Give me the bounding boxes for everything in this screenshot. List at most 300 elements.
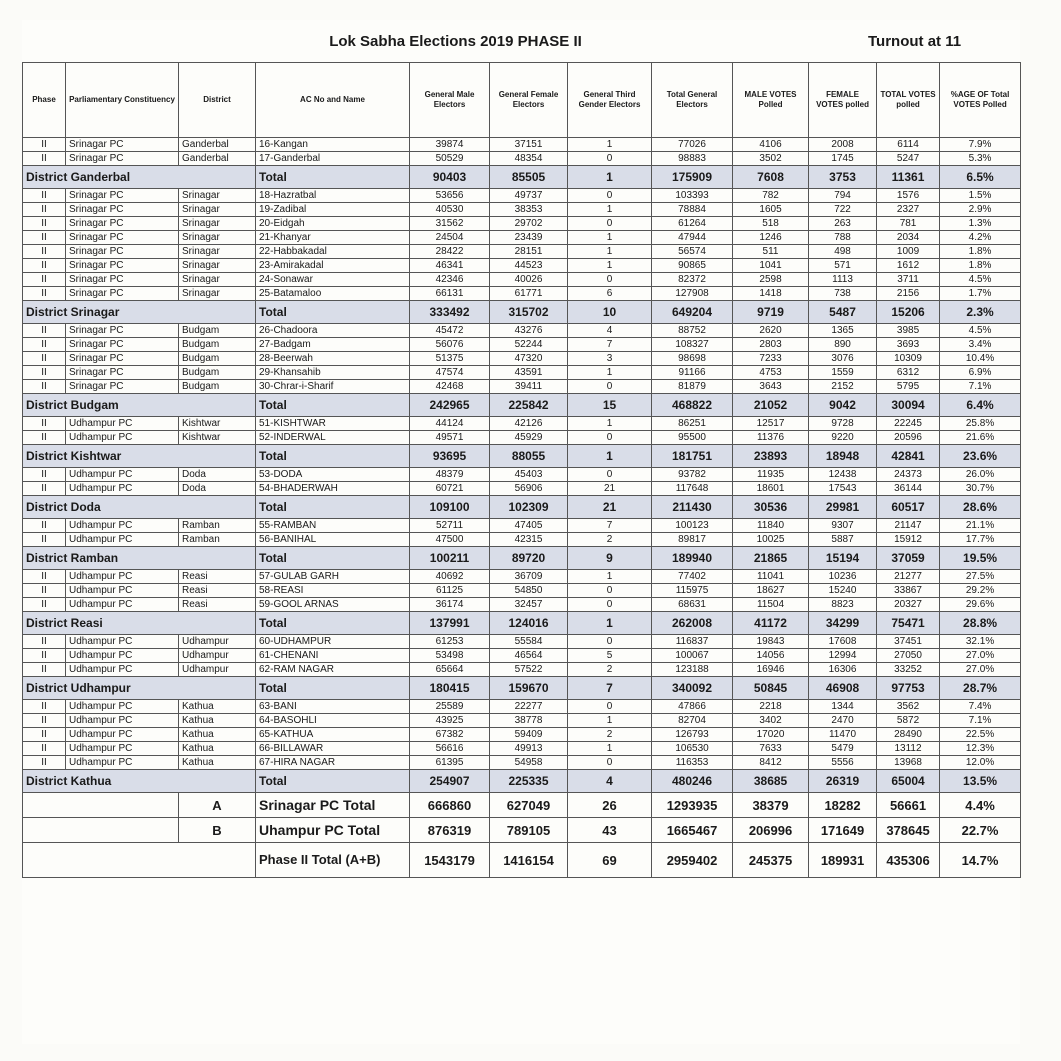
table-cell: 1344 (809, 700, 877, 714)
table-cell: 0 (568, 598, 652, 612)
table-cell: 5887 (809, 533, 877, 547)
table-row (23, 245, 1021, 259)
table-cell: 77026 (652, 138, 733, 152)
phase-cell: II (23, 431, 66, 445)
table-cell: Kathua (179, 728, 256, 742)
table-cell: 1 (568, 203, 652, 217)
table-cell: 17.7% (940, 533, 1021, 547)
table-row (23, 533, 1021, 547)
table-cell: 32457 (490, 598, 568, 612)
table-cell: 1576 (877, 189, 940, 203)
table-cell: 117648 (652, 482, 733, 496)
table-row (23, 259, 1021, 273)
table-cell: 38778 (490, 714, 568, 728)
table-cell: 40530 (410, 203, 490, 217)
table-cell: 116353 (652, 756, 733, 770)
table-cell: Srinagar PC (66, 273, 179, 287)
table-cell: 56574 (652, 245, 733, 259)
phase-cell: II (23, 189, 66, 203)
table-cell: 95500 (652, 431, 733, 445)
table-cell: 4106 (733, 138, 809, 152)
table-cell: 2598 (733, 273, 809, 287)
total-label: Total (256, 612, 410, 635)
table-cell: 17-Ganderbal (256, 152, 410, 166)
district-total-row (23, 445, 1021, 468)
table-cell: 59-GOOL ARNAS (256, 598, 410, 612)
table-cell: 1.7% (940, 287, 1021, 301)
total-value: 225335 (490, 770, 568, 793)
pc-total-value: 171649 (809, 818, 877, 843)
total-value: 15194 (809, 547, 877, 570)
table-cell: 108327 (652, 338, 733, 352)
table-cell: 60721 (410, 482, 490, 496)
table-cell: Srinagar PC (66, 138, 179, 152)
blank-cell (23, 793, 179, 818)
table-cell: 93782 (652, 468, 733, 482)
table-cell: 11041 (733, 570, 809, 584)
table-row (23, 380, 1021, 394)
pc-total-value: 876319 (410, 818, 490, 843)
table-cell: Kathua (179, 714, 256, 728)
total-value: 6.5% (940, 166, 1021, 189)
table-cell: 4 (568, 324, 652, 338)
phase-cell: II (23, 352, 66, 366)
total-value: 28.7% (940, 677, 1021, 700)
table-cell: 66-BILLAWAR (256, 742, 410, 756)
total-value: 60517 (877, 496, 940, 519)
table-cell: 20596 (877, 431, 940, 445)
table-cell: Srinagar PC (66, 245, 179, 259)
phase-total-value: 69 (568, 843, 652, 878)
table-row (23, 287, 1021, 301)
phase-cell: II (23, 714, 66, 728)
table-cell: 61771 (490, 287, 568, 301)
table-cell: Udhampur PC (66, 756, 179, 770)
table-cell: 29702 (490, 217, 568, 231)
table-cell: Udhampur PC (66, 584, 179, 598)
title-spacer (23, 20, 179, 63)
total-label: Total (256, 301, 410, 324)
district-total-row (23, 612, 1021, 635)
total-label: Total (256, 770, 410, 793)
table-cell: Srinagar (179, 217, 256, 231)
phase-cell: II (23, 380, 66, 394)
blank-cell (23, 818, 179, 843)
total-value: 93695 (410, 445, 490, 468)
table-cell: 263 (809, 217, 877, 231)
table-cell: Srinagar (179, 189, 256, 203)
table-cell: 21.6% (940, 431, 1021, 445)
table-cell: 56-BANIHAL (256, 533, 410, 547)
table-cell: 0 (568, 756, 652, 770)
table-cell: 2.9% (940, 203, 1021, 217)
table-row (23, 203, 1021, 217)
table-cell: 21.1% (940, 519, 1021, 533)
table-cell: 5556 (809, 756, 877, 770)
table-cell: Srinagar (179, 259, 256, 273)
table-cell: Budgam (179, 324, 256, 338)
table-cell: Srinagar PC (66, 231, 179, 245)
table-cell: 1 (568, 742, 652, 756)
table-cell: 1745 (809, 152, 877, 166)
table-cell: 0 (568, 380, 652, 394)
table-cell: 24373 (877, 468, 940, 482)
table-cell: Budgam (179, 380, 256, 394)
table-cell: 49913 (490, 742, 568, 756)
total-value: 225842 (490, 394, 568, 417)
table-cell: 22277 (490, 700, 568, 714)
table-cell: 11376 (733, 431, 809, 445)
phase-cell: II (23, 203, 66, 217)
table-cell: 3.4% (940, 338, 1021, 352)
total-value: 9 (568, 547, 652, 570)
table-row (23, 417, 1021, 431)
table-cell: 1 (568, 245, 652, 259)
table-cell: 1.3% (940, 217, 1021, 231)
district-total-row (23, 547, 1021, 570)
table-cell: 10309 (877, 352, 940, 366)
table-cell: 1.5% (940, 189, 1021, 203)
table-cell: 1 (568, 231, 652, 245)
table-row (23, 152, 1021, 166)
table-cell: Kishtwar (179, 431, 256, 445)
table-cell: Ganderbal (179, 152, 256, 166)
total-label: Total (256, 496, 410, 519)
table-cell: 33252 (877, 663, 940, 677)
table-cell: 98698 (652, 352, 733, 366)
table-cell: 42468 (410, 380, 490, 394)
table-cell: 5 (568, 649, 652, 663)
total-value: 89720 (490, 547, 568, 570)
column-header: MALE VOTES Polled (733, 63, 809, 138)
table-cell: 2470 (809, 714, 877, 728)
total-value: 468822 (652, 394, 733, 417)
turnout-label: Turnout at 11 (809, 20, 1021, 63)
total-value: 23893 (733, 445, 809, 468)
table-cell: 40692 (410, 570, 490, 584)
phase-cell: II (23, 324, 66, 338)
table-cell: 21277 (877, 570, 940, 584)
phase-total-value: 1543179 (410, 843, 490, 878)
table-cell: 90865 (652, 259, 733, 273)
table-cell: 1.8% (940, 245, 1021, 259)
table-cell: 1365 (809, 324, 877, 338)
pc-total-label: Srinagar PC Total (256, 793, 410, 818)
district-name: District Kathua (23, 770, 256, 793)
total-value: 18948 (809, 445, 877, 468)
table-cell: 51375 (410, 352, 490, 366)
table-cell: 5479 (809, 742, 877, 756)
total-value: 65004 (877, 770, 940, 793)
pc-total-value: 666860 (410, 793, 490, 818)
total-value: 254907 (410, 770, 490, 793)
total-value: 102309 (490, 496, 568, 519)
table-cell: Srinagar PC (66, 366, 179, 380)
table-cell: 2034 (877, 231, 940, 245)
table-cell: 782 (733, 189, 809, 203)
table-cell: 38353 (490, 203, 568, 217)
column-header: Total General Electors (652, 63, 733, 138)
phase-cell: II (23, 742, 66, 756)
pc-total-value: 38379 (733, 793, 809, 818)
table-row (23, 700, 1021, 714)
pc-letter: B (179, 818, 256, 843)
table-cell: 9728 (809, 417, 877, 431)
table-cell: 2620 (733, 324, 809, 338)
table-cell: 3711 (877, 273, 940, 287)
table-cell: Srinagar PC (66, 152, 179, 166)
table-cell: 106530 (652, 742, 733, 756)
table-cell: 45403 (490, 468, 568, 482)
table-cell: 9220 (809, 431, 877, 445)
table-cell: Ganderbal (179, 138, 256, 152)
district-name: District Ganderbal (23, 166, 256, 189)
phase-total-value: 2959402 (652, 843, 733, 878)
phase-cell: II (23, 635, 66, 649)
table-cell: 0 (568, 273, 652, 287)
table-cell: Udhampur (179, 663, 256, 677)
total-value: 189940 (652, 547, 733, 570)
table-cell: 26.0% (940, 468, 1021, 482)
total-value: 46908 (809, 677, 877, 700)
total-value: 34299 (809, 612, 877, 635)
table-row (23, 138, 1021, 152)
total-value: 10 (568, 301, 652, 324)
pc-letter: A (179, 793, 256, 818)
table-cell: Udhampur (179, 649, 256, 663)
phase-cell: II (23, 287, 66, 301)
total-value: 37059 (877, 547, 940, 570)
total-value: 1 (568, 445, 652, 468)
table-cell: 7633 (733, 742, 809, 756)
table-cell: 0 (568, 700, 652, 714)
table-cell: 3502 (733, 152, 809, 166)
table-cell: Reasi (179, 584, 256, 598)
table-cell: 47866 (652, 700, 733, 714)
total-value: 4 (568, 770, 652, 793)
table-cell: 7 (568, 519, 652, 533)
total-value: 340092 (652, 677, 733, 700)
table-cell: 7.9% (940, 138, 1021, 152)
phase-cell: II (23, 217, 66, 231)
table-cell: 498 (809, 245, 877, 259)
table-cell: Ramban (179, 533, 256, 547)
table-cell: 56616 (410, 742, 490, 756)
title-row (23, 20, 1021, 63)
table-cell: 781 (877, 217, 940, 231)
table-cell: 1246 (733, 231, 809, 245)
pc-total-value: 26 (568, 793, 652, 818)
table-cell: 53656 (410, 189, 490, 203)
total-value: 41172 (733, 612, 809, 635)
table-cell: 86251 (652, 417, 733, 431)
table-cell: Srinagar PC (66, 287, 179, 301)
total-label: Total (256, 677, 410, 700)
table-cell: Udhampur PC (66, 598, 179, 612)
table-cell: 6114 (877, 138, 940, 152)
phase-cell: II (23, 482, 66, 496)
table-cell: 44523 (490, 259, 568, 273)
total-value: 30536 (733, 496, 809, 519)
table-cell: 31562 (410, 217, 490, 231)
table-cell: 518 (733, 217, 809, 231)
table-cell: 33867 (877, 584, 940, 598)
table-cell: 24-Sonawar (256, 273, 410, 287)
table-cell: Udhampur PC (66, 728, 179, 742)
table-cell: 78884 (652, 203, 733, 217)
table-row (23, 338, 1021, 352)
table-cell: Srinagar PC (66, 380, 179, 394)
table-cell: 54-BHADERWAH (256, 482, 410, 496)
table-cell: 23439 (490, 231, 568, 245)
table-cell: 2218 (733, 700, 809, 714)
pc-total-label: Uhampur PC Total (256, 818, 410, 843)
table-cell: 13968 (877, 756, 940, 770)
table-cell: 3076 (809, 352, 877, 366)
table-cell: 4753 (733, 366, 809, 380)
table-cell: 5247 (877, 152, 940, 166)
table-cell: 12438 (809, 468, 877, 482)
table-cell: 64-BASOHLI (256, 714, 410, 728)
table-cell: 51-KISHTWAR (256, 417, 410, 431)
table-cell: 12994 (809, 649, 877, 663)
total-value: 262008 (652, 612, 733, 635)
phase-cell: II (23, 570, 66, 584)
phase-cell: II (23, 468, 66, 482)
table-cell: Srinagar PC (66, 259, 179, 273)
table-cell: 43925 (410, 714, 490, 728)
table-cell: 2 (568, 663, 652, 677)
total-value: 480246 (652, 770, 733, 793)
phase-cell: II (23, 756, 66, 770)
table-cell: 511 (733, 245, 809, 259)
table-cell: 61-CHENANI (256, 649, 410, 663)
phase-total-value: 245375 (733, 843, 809, 878)
table-cell: Udhampur PC (66, 714, 179, 728)
table-cell: 27.0% (940, 663, 1021, 677)
table-cell: 3643 (733, 380, 809, 394)
table-cell: 1 (568, 417, 652, 431)
table-cell: 17020 (733, 728, 809, 742)
table-row (23, 584, 1021, 598)
pc-total-value: 22.7% (940, 818, 1021, 843)
table-cell: 20-Eidgah (256, 217, 410, 231)
phase-total-row (23, 843, 1021, 878)
district-name: District Reasi (23, 612, 256, 635)
table-cell: 48354 (490, 152, 568, 166)
table-cell: 30-Chrar-i-Sharif (256, 380, 410, 394)
table-cell: 42346 (410, 273, 490, 287)
total-value: 28.8% (940, 612, 1021, 635)
table-cell: 23-Amirakadal (256, 259, 410, 273)
total-label: Total (256, 166, 410, 189)
total-value: 315702 (490, 301, 568, 324)
table-cell: 788 (809, 231, 877, 245)
table-cell: 5795 (877, 380, 940, 394)
table-cell: 3985 (877, 324, 940, 338)
table-cell: 6.9% (940, 366, 1021, 380)
table-cell: Udhampur PC (66, 431, 179, 445)
table-cell: 17608 (809, 635, 877, 649)
table-cell: 19-Zadibal (256, 203, 410, 217)
total-value: 9719 (733, 301, 809, 324)
table-cell: 7233 (733, 352, 809, 366)
table-cell: 21 (568, 482, 652, 496)
table-cell: 4.2% (940, 231, 1021, 245)
district-total-row (23, 394, 1021, 417)
total-value: 100211 (410, 547, 490, 570)
total-value: 28.6% (940, 496, 1021, 519)
table-cell: Udhampur PC (66, 663, 179, 677)
title-spacer (733, 20, 809, 63)
table-cell: 28422 (410, 245, 490, 259)
table-cell: 10025 (733, 533, 809, 547)
table-row (23, 519, 1021, 533)
table-cell: 1009 (877, 245, 940, 259)
pc-total-row (23, 818, 1021, 843)
table-row (23, 482, 1021, 496)
table-cell: 8823 (809, 598, 877, 612)
table-cell: Srinagar (179, 287, 256, 301)
table-cell: Udhampur PC (66, 570, 179, 584)
table-cell: Udhampur PC (66, 519, 179, 533)
table-cell: 3693 (877, 338, 940, 352)
table-cell: 21-Khanyar (256, 231, 410, 245)
table-cell: 127908 (652, 287, 733, 301)
table-cell: 22.5% (940, 728, 1021, 742)
table-row (23, 324, 1021, 338)
table-row (23, 366, 1021, 380)
table-cell: Kathua (179, 700, 256, 714)
table-cell: 12.3% (940, 742, 1021, 756)
phase-cell: II (23, 649, 66, 663)
total-value: 2.3% (940, 301, 1021, 324)
phase-cell: II (23, 245, 66, 259)
total-value: 21 (568, 496, 652, 519)
district-total-row (23, 301, 1021, 324)
total-value: 11361 (877, 166, 940, 189)
table-cell: 43276 (490, 324, 568, 338)
pc-total-value: 378645 (877, 818, 940, 843)
table-row (23, 649, 1021, 663)
table-cell: 2 (568, 728, 652, 742)
phase-total-value: 189931 (809, 843, 877, 878)
table-cell: Udhampur PC (66, 635, 179, 649)
pc-total-value: 18282 (809, 793, 877, 818)
total-value: 26319 (809, 770, 877, 793)
total-value: 50845 (733, 677, 809, 700)
table-cell: 63-BANI (256, 700, 410, 714)
table-cell: 3562 (877, 700, 940, 714)
phase-cell: II (23, 366, 66, 380)
table-cell: 11470 (809, 728, 877, 742)
total-value: 180415 (410, 677, 490, 700)
table-cell: 82704 (652, 714, 733, 728)
table-cell: 39411 (490, 380, 568, 394)
table-cell: 7.1% (940, 380, 1021, 394)
table-cell: Srinagar (179, 245, 256, 259)
phase-cell: II (23, 519, 66, 533)
table-cell: Srinagar PC (66, 352, 179, 366)
district-name: District Doda (23, 496, 256, 519)
table-cell: 1 (568, 714, 652, 728)
phase-total-value: 1416154 (490, 843, 568, 878)
district-total-row (23, 770, 1021, 793)
table-cell: 44124 (410, 417, 490, 431)
table-cell: 55584 (490, 635, 568, 649)
table-row (23, 598, 1021, 612)
table-cell: 46564 (490, 649, 568, 663)
